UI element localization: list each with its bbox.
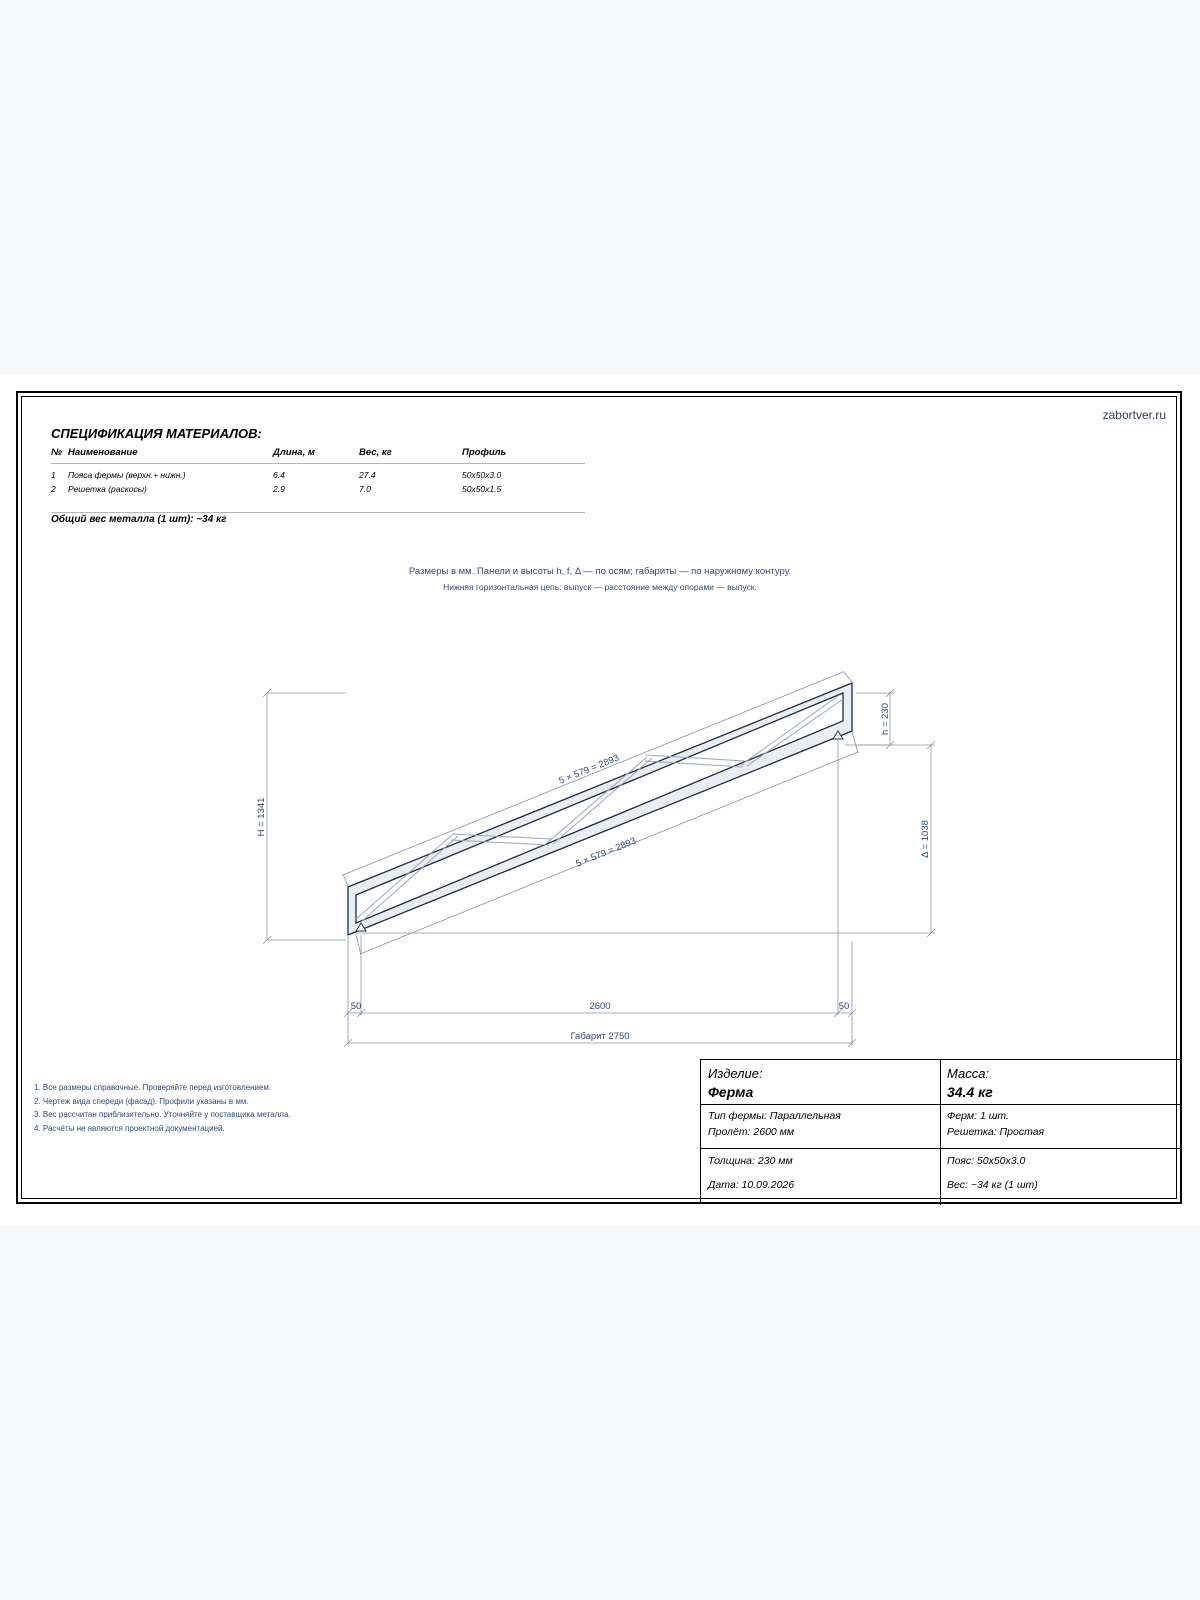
dim-height-truss-text: h = 230 bbox=[880, 703, 891, 735]
spec-header-profile: Профиль bbox=[462, 447, 507, 458]
spec-header-no: № bbox=[51, 447, 62, 458]
title-block bbox=[700, 1059, 1180, 1204]
dim-right-overhang-text: 50 bbox=[838, 1001, 850, 1012]
general-note: 1. Все размеры справочные. Проверяйте перед изготовлением. bbox=[34, 1083, 272, 1092]
truss-span: Пролёт: 2600 мм bbox=[708, 1126, 795, 1138]
spec-cell-no: 1 bbox=[51, 470, 56, 480]
drawing-date: Дата: 10.09.2026 bbox=[708, 1179, 795, 1191]
title-block-divider bbox=[701, 1104, 1181, 1105]
spec-cell-weight: 7.0 bbox=[359, 484, 371, 494]
spec-cell-profile: 50х50х1.5 bbox=[462, 484, 502, 494]
spec-cell-length: 2.9 bbox=[273, 484, 285, 494]
spec-header-weight: Вес, кг bbox=[359, 447, 392, 458]
title-block-divider bbox=[940, 1060, 941, 1205]
general-note: 4. Расчёты не являются проектной документацией. bbox=[34, 1124, 225, 1134]
spec-header-name: Наименование bbox=[68, 447, 138, 458]
drawing-note-chain: Нижняя горизонтальная цепь: выпуск — расстояние между опорами — выпуск. bbox=[443, 582, 757, 592]
truss-type: Тип фермы: Параллельная bbox=[708, 1110, 841, 1122]
general-notes bbox=[34, 1081, 291, 1136]
dim-height-total-text: H = 1341 bbox=[256, 797, 267, 837]
truss-count: Ферм: 1 шт. bbox=[947, 1110, 1009, 1122]
product-value: Ферма bbox=[708, 1084, 754, 1100]
dim-delta-text: Δ = 1038 bbox=[920, 820, 931, 858]
mass-label: Масса: bbox=[947, 1066, 990, 1081]
spec-header-length: Длина, м bbox=[273, 447, 315, 458]
drawing-note-dimensions: Размеры в мм. Панели и высоты h, f, Δ — по осям; габариты — по наружному контуру. bbox=[408, 566, 792, 577]
title-block-divider bbox=[701, 1148, 1181, 1149]
spec-title: СПЕЦИФИКАЦИЯ МАТЕРИАЛОВ: bbox=[51, 426, 262, 441]
truss-thickness: Толщина: 230 мм bbox=[708, 1155, 793, 1167]
spec-cell-profile: 50х50х3.0 bbox=[462, 470, 502, 480]
spec-total: Общий вес металла (1 шт): ~34 кг bbox=[51, 514, 227, 525]
truss-inner-contour bbox=[356, 693, 843, 923]
dim-height-total bbox=[263, 689, 346, 944]
product-label: Изделие: bbox=[708, 1066, 763, 1081]
dim-span-text: 2600 bbox=[589, 1001, 611, 1012]
spec-cell-no: 2 bbox=[51, 484, 56, 494]
general-note: 3. Вес рассчитан приблизительно. Уточняйте у поставщика металла. bbox=[34, 1110, 291, 1120]
spec-cell-name: Решетка (раскосы) bbox=[68, 484, 147, 494]
truss-lattice: Решетка: Простая bbox=[947, 1126, 1045, 1138]
dim-bottom-chord-text: 5 × 579 = 2893 bbox=[574, 835, 638, 870]
dim-overall-text: Габарит 2750 bbox=[570, 1031, 630, 1042]
spec-cell-name: Пояса фермы (верхн.+ нижн.) bbox=[68, 470, 186, 480]
general-note: 2. Чертеж вида спереди (фасад). Профили указаны в мм. bbox=[34, 1096, 249, 1106]
dim-top-chord-text: 5 × 579 = 2893 bbox=[557, 752, 621, 787]
dim-left-overhang-text: 50 bbox=[350, 1001, 362, 1012]
drawing-sheet bbox=[0, 375, 1200, 1225]
mass-value: 34.4 кг bbox=[947, 1084, 993, 1100]
truss-weight: Вес: ~34 кг (1 шт) bbox=[947, 1179, 1038, 1191]
spec-cell-length: 6.4 bbox=[273, 470, 285, 480]
spec-cell-weight: 27.4 bbox=[359, 470, 376, 480]
site-label: zabortver.ru bbox=[1102, 408, 1166, 422]
truss-chord: Пояс: 50х50х3.0 bbox=[947, 1155, 1026, 1167]
